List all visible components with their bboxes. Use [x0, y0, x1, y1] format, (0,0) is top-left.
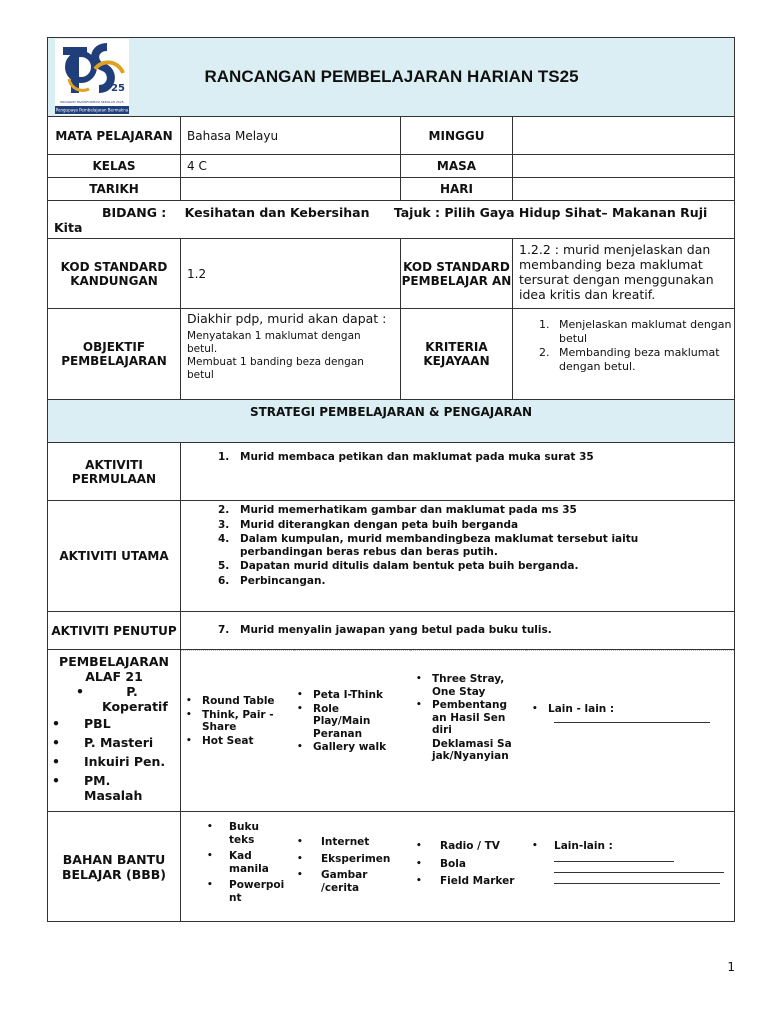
alaf21-label-cell	[48, 650, 181, 812]
aktiviti-utama-label: AKTIVITI UTAMA	[48, 501, 181, 612]
aktiviti-penutup-list	[181, 624, 734, 637]
row-aktiviti-permulaan	[48, 443, 735, 501]
ts25-logo-icon	[55, 39, 129, 115]
list-item: • Three Stray, One Stay	[416, 673, 505, 698]
kriteria-list	[513, 318, 734, 373]
kod-sk-label: KOD STANDARD KANDUNGAN	[48, 239, 181, 309]
objektif-label: OBJEKTIF PEMBELAJARAN	[48, 309, 181, 400]
hari-value[interactable]	[513, 178, 735, 201]
list-item: • Round Table	[186, 695, 275, 707]
page-number: 1	[727, 960, 735, 974]
row-kelas	[48, 155, 735, 178]
list-item: • Lain - lain :	[532, 703, 615, 715]
list-item: • Inkuiri Pen.	[52, 754, 166, 769]
list-item: • Pembentangan Hasil Sendiri	[416, 699, 507, 736]
alaf21-label: PEMBELAJARAN ALAF 21	[59, 654, 169, 684]
list-item: 2. Membanding beza maklumat dengan betul.	[539, 346, 720, 373]
lain-lain-line[interactable]	[554, 873, 720, 884]
objektif-cell	[181, 309, 401, 400]
row-mata-pelajaran	[48, 117, 735, 155]
tajuk-text: Tajuk : Pilih Gaya Hidup Sihat– Makanan Ruji Kita	[54, 204, 708, 235]
alaf21-options-cell	[181, 650, 735, 812]
objektif-item: Menyatakan 1 maklumat dengan betul.	[187, 330, 361, 355]
kelas-value[interactable]: 4 C	[181, 155, 401, 178]
list-item: 3. Murid diterangkan dengan peta buih berganda	[218, 518, 519, 531]
row-bbb	[48, 812, 735, 922]
bbb-col1	[181, 812, 294, 921]
bidang-label: BIDANG :	[102, 204, 167, 220]
list-item: 2. Murid memerhatikam gambar dan maklumat pada ms 35	[218, 504, 577, 516]
list-item: • Buku teks	[207, 821, 259, 846]
mata-pelajaran-value[interactable]: Bahasa Melayu	[181, 117, 401, 155]
list-item: • Powerpoint	[207, 879, 285, 904]
aktiviti-penutup-cell	[181, 612, 735, 650]
list-item: • Role Play/Main Peranan	[297, 702, 371, 740]
tarikh-value[interactable]	[181, 178, 401, 201]
bbb-options-cell	[181, 812, 735, 922]
page-title: RANCANGAN PEMBELAJARAN HARIAN TS25	[204, 67, 579, 86]
row-strategi-heading	[48, 400, 735, 443]
alaf21-col4	[526, 650, 734, 811]
tarikh-label: TARIKH	[48, 178, 181, 201]
list-item: 7. Murid menyalin jawapan yang betul pada buku tulis.	[218, 624, 552, 637]
list-item: • Radio / TV	[416, 840, 500, 852]
header-cell	[48, 38, 735, 117]
hari-label: HARI	[401, 178, 513, 201]
list-item: • Hot Seat	[186, 734, 254, 747]
kod-sk-value[interactable]: 1.2	[181, 239, 401, 309]
masa-value[interactable]	[513, 155, 735, 178]
svg-text:PROGRAM TRANSFORMASI SEKOLAH 2: PROGRAM TRANSFORMASI SEKOLAH 2025	[60, 100, 124, 104]
lain-lain-line[interactable]	[554, 862, 724, 873]
aktiviti-utama-list	[181, 504, 734, 587]
row-aktiviti-penutup	[48, 612, 735, 650]
aktiviti-permulaan-label: AKTIVITI PERMULAAN	[48, 443, 181, 501]
lain-lain-line[interactable]	[554, 717, 710, 723]
list-item: 6. Perbincangan.	[218, 574, 326, 587]
row-kod-standard	[48, 239, 735, 309]
list-item: • P. Masteri	[52, 735, 154, 750]
list-item: • Think, Pair - Share	[186, 708, 274, 733]
list-item: 1. Murid membaca petikan dan maklumat pada muka surat 35	[218, 451, 594, 463]
objektif-item: Membuat 1 banding beza dengan betul	[187, 356, 364, 381]
kelas-label: KELAS	[48, 155, 181, 178]
bidang-cell	[48, 201, 735, 239]
lain-lain-line[interactable]	[554, 854, 674, 862]
list-item: 5. Dapatan murid ditulis dalam bentuk peta buih berganda.	[218, 560, 579, 572]
list-item: Deklamasi Sajak/Nyanyian	[432, 737, 512, 762]
bidang-value: Kesihatan dan Kebersihan	[184, 204, 370, 220]
alaf21-col1	[181, 650, 294, 811]
kriteria-label: KRITERIA KEJAYAAN	[401, 309, 513, 400]
row-objektif	[48, 309, 735, 400]
alaf21-col2	[294, 650, 410, 811]
list-item: • Gambar /cerita	[297, 869, 368, 894]
bbb-col2	[294, 812, 410, 921]
row-tarikh	[48, 178, 735, 201]
bbb-col3	[410, 812, 526, 921]
kod-sp-value[interactable]: 1.2.2 : murid menjelaskan dan membanding beza maklumat tersurat dengan menggunakan idea kritis dan kreatif.	[513, 239, 735, 309]
rph-page	[47, 37, 734, 922]
kriteria-cell	[513, 309, 735, 400]
kod-sp-label: KOD STANDARD PEMBELAJAR AN	[401, 239, 513, 309]
aktiviti-utama-cell	[181, 501, 735, 612]
bbb-label: BAHAN BANTU BELAJAR (BBB)	[48, 812, 181, 922]
list-item: • Gallery walk	[297, 741, 387, 753]
ts25-logo	[55, 39, 129, 115]
list-item: 4. Dalam kumpulan, murid membandingbeza maklumat tersebut iaitu perbandingan beras rebus dan beras putih.	[218, 533, 639, 558]
list-item: • PM. Masalah	[52, 773, 143, 803]
list-item: 1. Menjelaskan maklumat dengan betul	[539, 318, 732, 345]
svg-text:Pengupaya Pembelajaran Bermakn: Pengupaya Pembelajaran Bermakna	[55, 107, 129, 113]
rph-table	[47, 37, 735, 922]
mata-pelajaran-label: MATA PELAJARAN	[48, 117, 181, 155]
list-item: • Eksperimen	[297, 852, 391, 865]
list-item: • Internet	[297, 836, 370, 848]
aktiviti-permulaan-cell	[181, 443, 735, 501]
bbb-col4	[526, 812, 734, 921]
header-row	[48, 38, 735, 117]
row-bidang	[48, 201, 735, 239]
list-item: • Bola	[416, 857, 466, 870]
list-item: • Peta I-Think	[297, 689, 383, 701]
list-item: • P. Koperatif	[76, 684, 168, 714]
list-item: • PBL	[52, 716, 111, 731]
strategi-heading: STRATEGI PEMBELAJARAN & PENGAJARAN	[48, 400, 735, 443]
minggu-value[interactable]	[513, 117, 735, 155]
alaf21-col3	[410, 650, 526, 811]
aktiviti-penutup-label: AKTIVITI PENUTUP	[48, 612, 181, 650]
minggu-label: MINGGU	[401, 117, 513, 155]
svg-text:25: 25	[111, 83, 125, 94]
list-item: • Field Marker	[416, 875, 515, 887]
masa-label: MASA	[401, 155, 513, 178]
aktiviti-permulaan-list	[181, 451, 734, 464]
list-item: • Kad manila	[207, 850, 269, 875]
row-alaf21	[48, 650, 735, 812]
list-item: • Lain-lain :	[532, 840, 613, 852]
objektif-intro: Diakhir pdp, murid akan dapat :	[187, 311, 387, 326]
row-aktiviti-utama	[48, 501, 735, 612]
